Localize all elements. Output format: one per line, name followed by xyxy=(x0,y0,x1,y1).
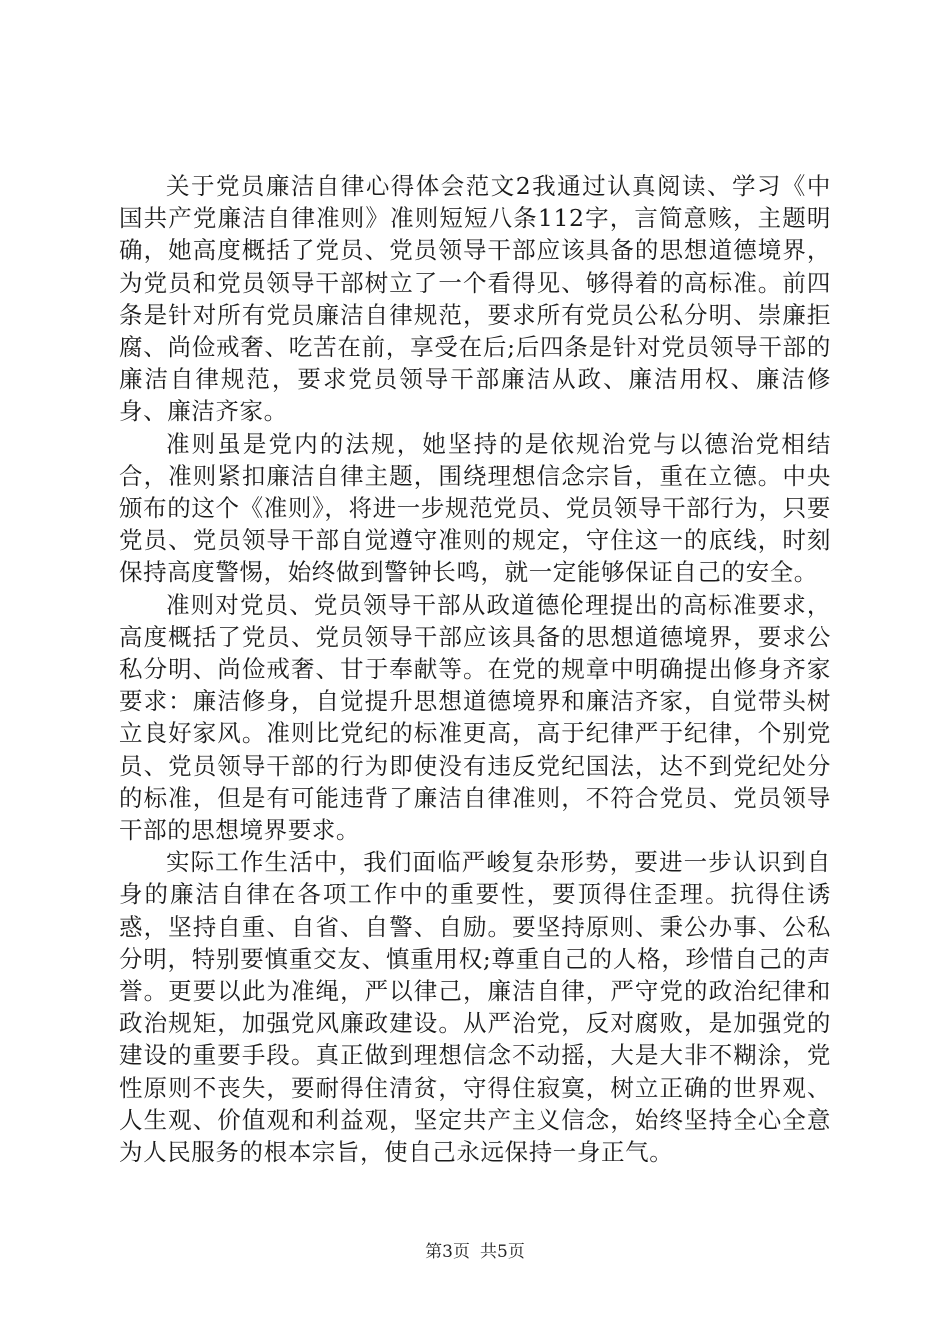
paragraph-2: 准则虽是党内的法规，她坚持的是依规治党与以德治党相结合，准则紧扣廉洁自律主题，围绕理想信念宗旨，重在立德。中央颁布的这个《准则》，将进一步规范党员、党员领导干部行为，只要党员、党员领导干部自觉遵守准则的规定，守住这一的底线，时刻保持高度警惕，始终做到警钟长鸣，就一定能够保证自己的安全。 xyxy=(119,429,831,587)
page-footer xyxy=(0,1242,950,1262)
paragraph-4: 实际工作生活中，我们面临严峻复杂形势，要进一步认识到自身的廉洁自律在各项工作中的重要性，要顶得住歪理。抗得住诱惑，坚持自重、自省、自警、自励。要坚持原则、秉公办事、公私分明，特别要慎重交友、慎重用权;尊重自己的人格，珍惜自己的声誉。更要以此为准绳，严以律己，廉洁自律，严守党的政治纪律和政治规矩，加强党风廉政建设。从严治党，反对腐败，是加强党的建设的重要手段。真正做到理想信念不动摇，大是大非不糊涂，党性原则不丧失，要耐得住清贫，守得住寂寞，树立正确的世界观、人生观、价值观和利益观，坚定共产主义信念，始终坚持全心全意为人民服务的根本宗旨，使自己永远保持一身正气。 xyxy=(119,848,831,1167)
paragraph-1: 关于党员廉洁自律心得体会范文2我通过认真阅读、学习《中国共产党廉洁自律准则》准则短短八条112字，言简意赅，主题明确，她高度概括了党员、党员领导干部应该具备的思想道德境界，为党员和党员领导干部树立了一个看得见、够得着的高标准。前四条是针对所有党员廉洁自律规范，要求所有党员公私分明、崇廉拒腐、尚俭戒奢、吃苦在前，享受在后;后四条是针对党员领导干部的廉洁自律规范，要求党员领导干部廉洁从政、廉洁用权、廉洁修身、廉洁齐家。 xyxy=(119,172,831,426)
page-number-total: 共5页 xyxy=(480,1242,525,1262)
page-number-current: 第3页 xyxy=(425,1242,470,1262)
paragraph-3: 准则对党员、党员领导干部从政道德伦理提出的高标准要求，高度概括了党员、党员领导干部应该具备的思想道德境界，要求公私分明、尚俭戒奢、甘于奉献等。在党的规章中明确提出修身齐家要求：廉洁修身，自觉提升思想道德境界和廉洁齐家，自觉带头树立良好家风。准则比党纪的标准更高，高于纪律严于纪律，个别党员、党员领导干部的行为即使没有违反党纪国法，达不到党纪处分的标准，但是有可能违背了廉洁自律准则，不符合党员、党员领导干部的思想境界要求。 xyxy=(119,590,831,845)
document-body xyxy=(119,170,831,1168)
